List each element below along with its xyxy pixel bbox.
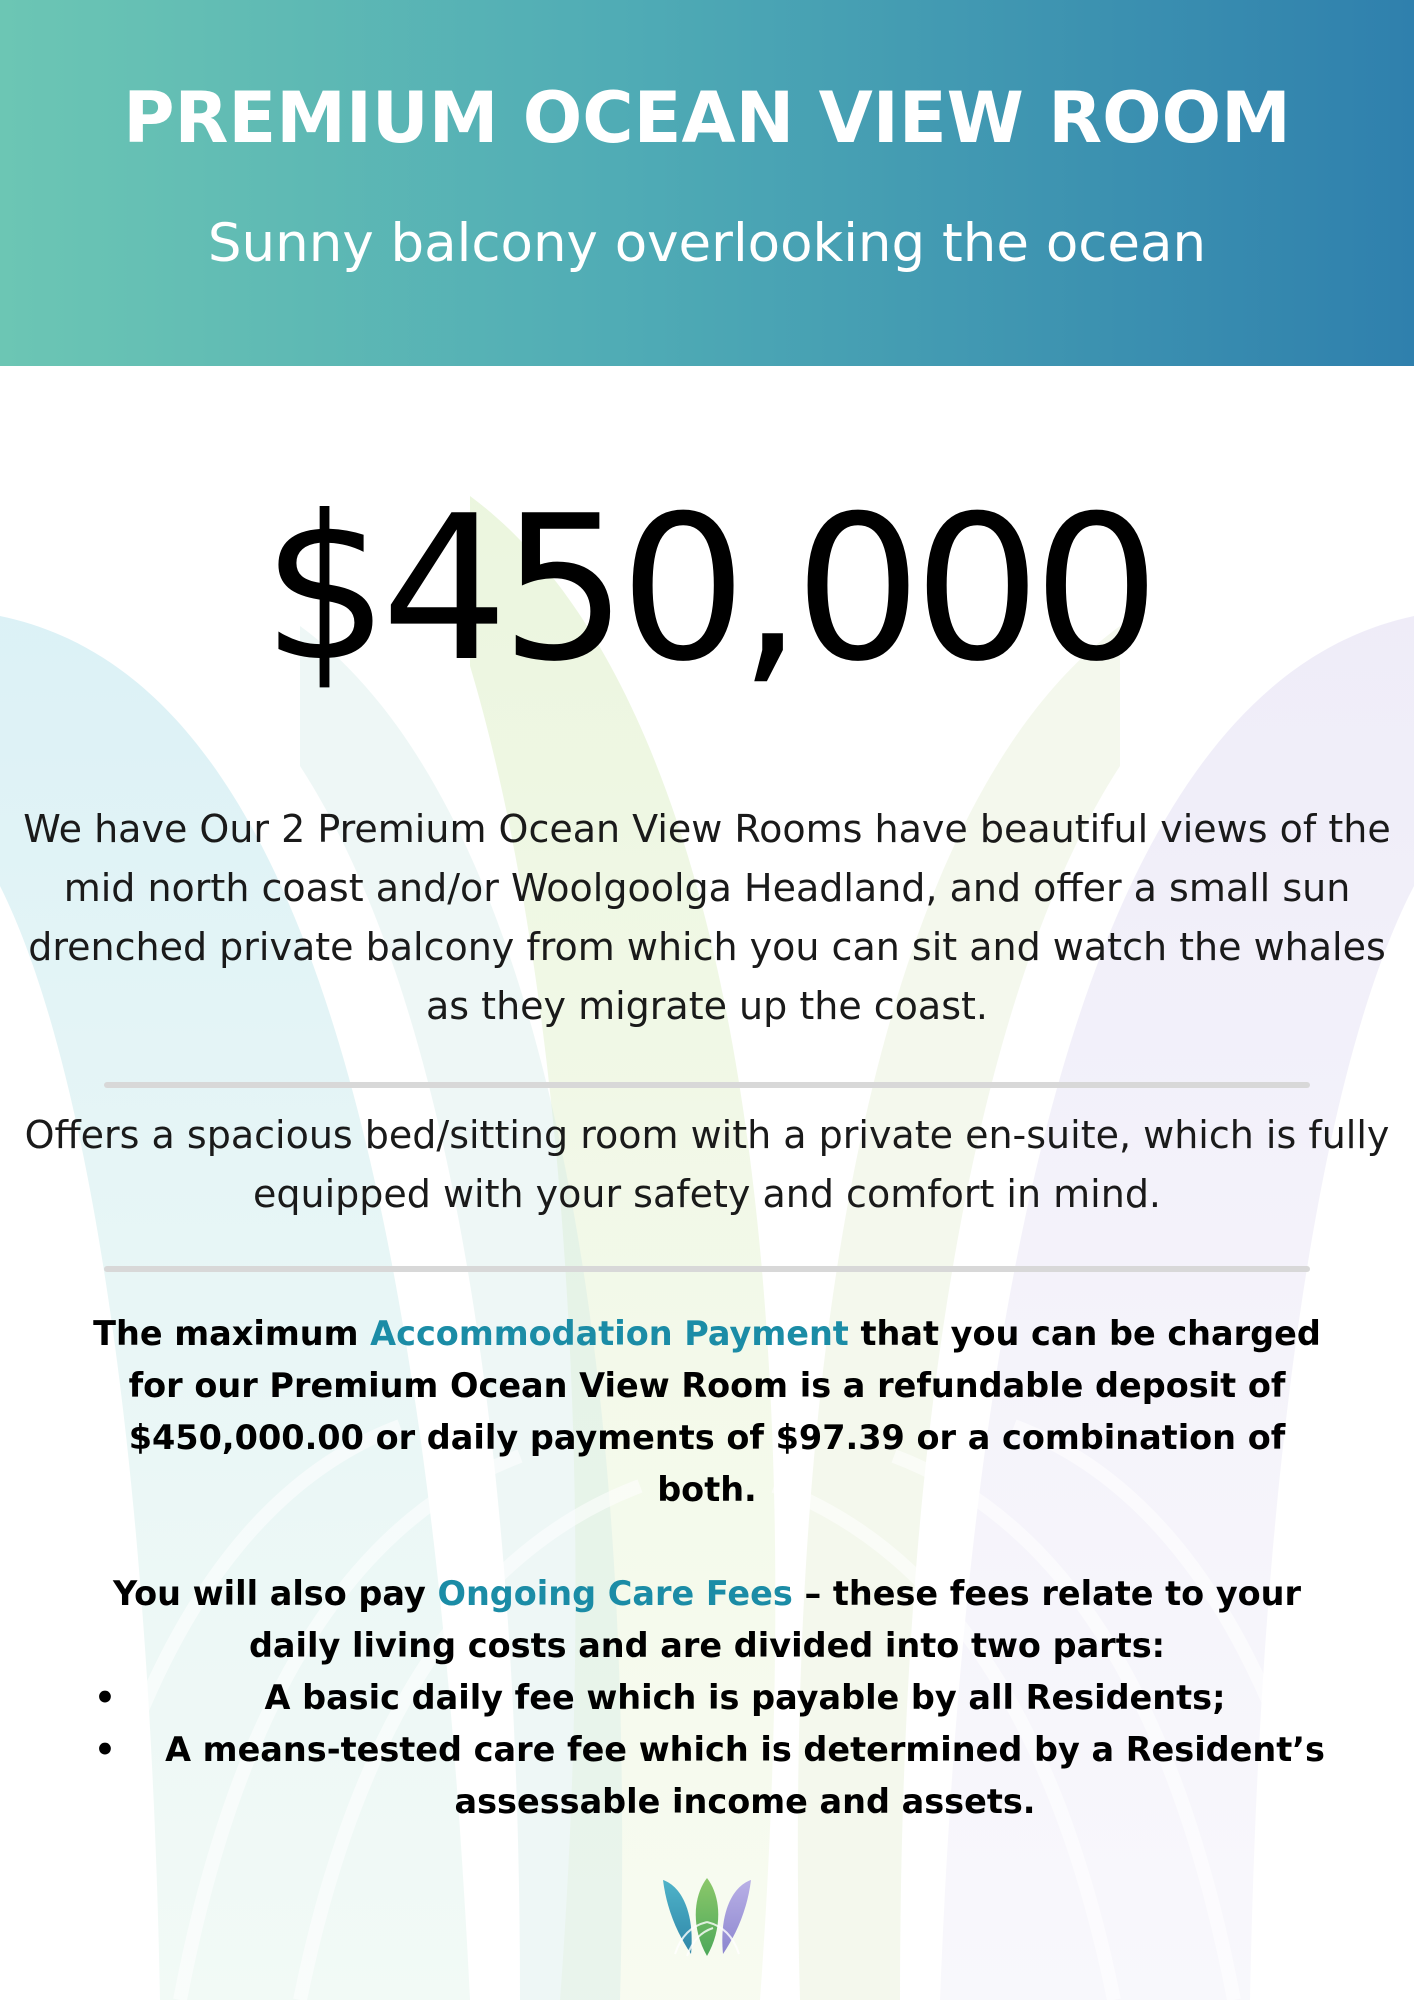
payment-prefix: The maximum (93, 1314, 371, 1353)
divider (104, 1266, 1310, 1272)
accommodation-payment-highlight: Accommodation Payment (370, 1314, 849, 1353)
leaf-wings-logo-icon (661, 1876, 753, 1958)
payment-suffix: that you can be charged for our Premium Ocean View Room is a refundable deposit of $450,000.00 or daily payments of $97.39 or a combination of both. (128, 1314, 1321, 1509)
divider (104, 1082, 1310, 1088)
price: $450,000 (261, 473, 1153, 706)
description-paragraph-1: We have Our 2 Premium Ocean View Rooms have beautiful views of the mid north coast and/or Woolgoolga Headland, and offer a small sun drenched private balcony from which you can sit and watch the whales as they migrate up the coast. (23, 807, 1391, 1028)
care-fees-text (90, 1568, 1324, 1672)
bullet-icon: • (94, 1678, 116, 1717)
list-item (90, 1724, 1350, 1828)
care-fees-list (90, 1672, 1350, 1828)
care-fees-prefix: You will also pay (112, 1574, 438, 1613)
list-item-text: A means-tested care fee which is determined by a Resident’s assessable income and assets. (165, 1730, 1325, 1821)
page-subtitle: Sunny balcony overlooking the ocean (207, 213, 1207, 274)
care-fees-suffix: – these fees relate to your daily living costs and are divided into two parts: (248, 1574, 1302, 1665)
accommodation-payment-text (90, 1308, 1324, 1516)
list-item (90, 1672, 1350, 1724)
bullet-icon: • (94, 1730, 116, 1769)
list-item-text: A basic daily fee which is payable by all Residents; (264, 1678, 1226, 1717)
page-title: PREMIUM OCEAN VIEW ROOM (123, 77, 1291, 159)
ongoing-care-fees-highlight: Ongoing Care Fees (437, 1574, 793, 1613)
description-paragraph-2: Offers a spacious bed/sitting room with a private en-suite, which is fully equipped with your safety and comfort in mind. (24, 1113, 1390, 1216)
